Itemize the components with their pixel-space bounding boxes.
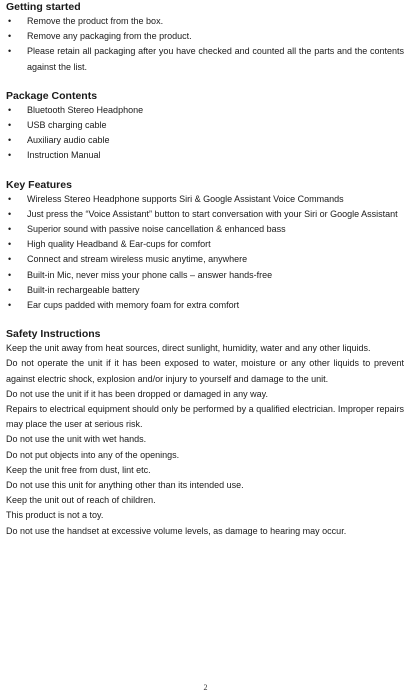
list-item (6, 298, 404, 313)
safety-paragraph: Do not use the unit if it has been dropped or damaged in any way. (6, 388, 269, 399)
bullet-icon: • (8, 120, 12, 131)
safety-paragraph: Keep the unit out of reach of children. (6, 495, 156, 506)
list-item (6, 14, 404, 29)
list-item-text: Auxiliary audio cable (27, 135, 110, 146)
list-item-text: Built-in rechargeable battery (27, 284, 140, 295)
safety-paragraph: Keep the unit away from heat sources, direct sunlight, humidity, water and any other liquids. (6, 343, 371, 354)
list-item-text: Built-in Mic, never miss your phone calls – answer hands-free (27, 269, 273, 280)
list-item-text: Remove any packaging from the product. (27, 31, 192, 42)
bullet-icon: • (8, 104, 12, 115)
list-item (6, 207, 404, 222)
list-item-text: Remove the product from the box. (27, 16, 164, 26)
section-spacer (6, 75, 404, 89)
safety-paragraph: Repairs to electrical equipment should only be performed by a qualified electrician. Improper repairs may place the user at serious risk. (6, 404, 404, 430)
bullet-icon: • (8, 300, 12, 311)
section-spacer (6, 164, 404, 178)
safety-paragraph: Do not use the handset at excessive volume levels, as damage to hearing may occur. (6, 525, 347, 536)
bullet-icon: • (8, 224, 12, 235)
key-features-list (6, 192, 404, 314)
list-item (6, 283, 404, 298)
safety-paragraph: Do not operate the unit if it has been exposed to water, moisture or any other liquids to prevent against electric shock, explosion and/or injury to yourself and damage to the unit. (6, 358, 404, 384)
safety-paragraph: Keep the unit free from dust, lint etc. (6, 464, 151, 475)
list-item-text: Instruction Manual (27, 150, 101, 161)
package-contents-heading: Package Contents (6, 89, 98, 102)
bullet-icon: • (8, 208, 12, 219)
list-item-text: Bluetooth Stereo Headphone (27, 104, 144, 115)
safety-instructions-heading: Safety Instructions (6, 328, 101, 341)
safety-paragraph: Do not put objects into any of the openings. (6, 449, 180, 460)
bullet-icon: • (8, 269, 12, 280)
list-item (6, 237, 404, 252)
bullet-icon: • (8, 46, 12, 57)
manual-page (6, 0, 404, 539)
bullet-icon: • (8, 16, 12, 26)
getting-started-heading: Getting started (6, 1, 81, 13)
section-spacer (6, 313, 404, 327)
list-item (6, 103, 404, 118)
list-item (6, 133, 404, 148)
safety-paragraph: Do not use the unit with wet hands. (6, 434, 147, 445)
bullet-icon: • (8, 135, 12, 146)
bullet-icon: • (8, 31, 12, 42)
list-item-text: Just press the “Voice Assistant” button to start conversation with your Siri or Google Assistant (27, 208, 398, 219)
list-item (6, 148, 404, 163)
list-item (6, 252, 404, 267)
list-item-text: High quality Headband & Ear-cups for comfort (27, 239, 211, 250)
list-item-text: Please retain all packaging after you have checked and counted all the parts and the contents against the list. (27, 46, 404, 72)
bullet-icon: • (8, 193, 12, 204)
list-item (6, 268, 404, 283)
bullet-icon: • (8, 284, 12, 295)
list-item (6, 192, 404, 207)
package-contents-list (6, 103, 404, 164)
list-item-text: Wireless Stereo Headphone supports Siri & Google Assistant Voice Commands (27, 193, 344, 204)
list-item-text: Connect and stream wireless music anytime, anywhere (27, 254, 248, 265)
list-item-text: Ear cups padded with memory foam for extra comfort (27, 300, 240, 311)
list-item-text: Superior sound with passive noise cancellation & enhanced bass (27, 224, 286, 235)
safety-paragraph: Do not use this unit for anything other than its intended use. (6, 480, 244, 491)
list-item (6, 29, 404, 44)
key-features-heading: Key Features (6, 178, 72, 191)
list-item (6, 118, 404, 133)
safety-paragraph: This product is not a toy. (6, 510, 104, 521)
list-item (6, 222, 404, 237)
page-number: 2 (203, 683, 208, 692)
getting-started-list (6, 14, 404, 75)
bullet-icon: • (8, 239, 12, 250)
bullet-icon: • (8, 150, 12, 161)
safety-instructions-body (6, 341, 404, 539)
list-item (6, 44, 404, 74)
bullet-icon: • (8, 254, 12, 265)
list-item-text: USB charging cable (27, 120, 107, 131)
